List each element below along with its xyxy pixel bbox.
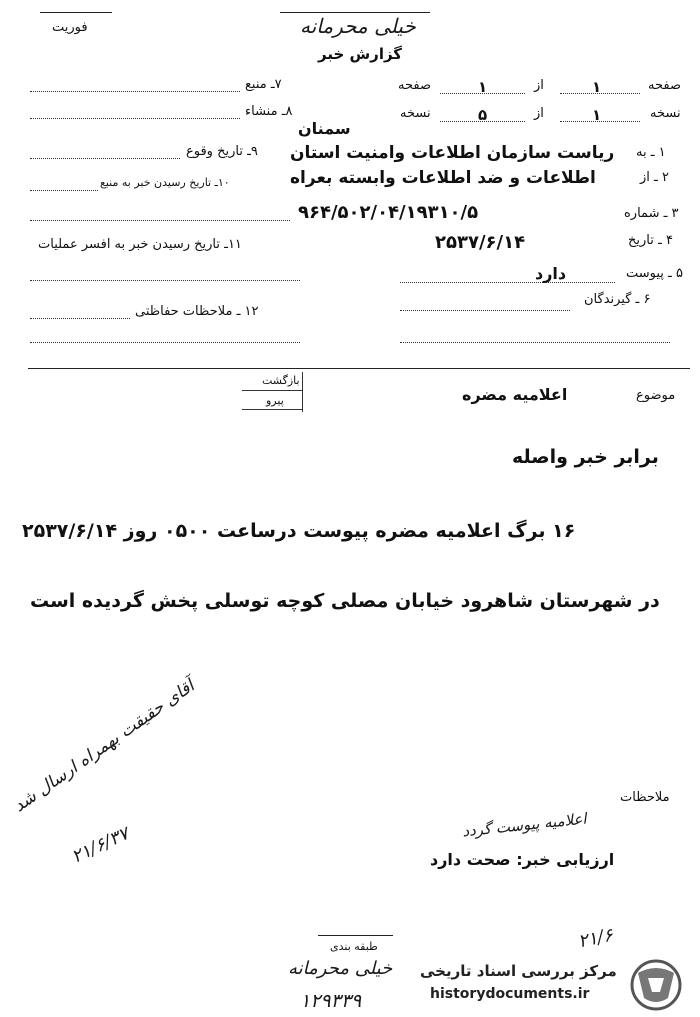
to-value: ریاست سازمان اطلاعات وامنیت استان xyxy=(290,143,615,163)
subject-label: موضوع xyxy=(636,388,676,403)
occurrence-date-line xyxy=(30,158,180,159)
from-label: ۲ ـ از xyxy=(640,170,669,185)
number-label: ۳ ـ شماره xyxy=(624,206,679,221)
protective-notes-label: ۱۲ ـ ملاحظات حفاظتی xyxy=(135,304,259,319)
copy-word2: نسخه xyxy=(400,106,431,121)
page-of: از xyxy=(534,78,544,93)
watermark-logo-icon xyxy=(618,958,688,1012)
left-handwriting: آقای حقیقت بهمراه ارسال شد xyxy=(10,676,199,817)
return-vrule xyxy=(302,372,303,412)
source-receipt-line xyxy=(30,190,98,191)
number-value: ۹۶۴/۵۰۲/۰۴/۱۹۳۱۰/۵ xyxy=(298,202,479,223)
notes-label: ملاحظات xyxy=(620,790,670,805)
attachment-value: دارد xyxy=(535,264,567,283)
return-rule xyxy=(242,390,302,391)
subject-value: اعلامیه مضره xyxy=(462,385,568,404)
classification-footer-handwritten: خیلی محرمانه xyxy=(288,958,393,979)
from-value: اطلاعات و ضد اطلاعات وابسته بعراه xyxy=(290,168,596,188)
body-line-1: برابر خبر واصله xyxy=(512,446,659,468)
copy-value: ۱ xyxy=(592,106,602,124)
copy-of: از xyxy=(534,106,544,121)
classification-footer-rule xyxy=(318,935,393,936)
classification-footer-label: طبقه بندی xyxy=(330,940,378,953)
page-total: ۱ xyxy=(478,78,488,96)
to-city: سمنان xyxy=(298,119,351,138)
source-receipt-label: ۱۰ـ تاریخ رسیدن خبر به منبع xyxy=(100,176,230,189)
watermark-line2: historydocuments.ir xyxy=(430,986,590,1002)
date-label: ۴ ـ تاریخ xyxy=(628,233,673,248)
section-divider xyxy=(28,368,690,369)
form-title: گزارش خبر xyxy=(318,45,403,63)
occurrence-date-label: ۹ـ تاریخ وقوع xyxy=(186,144,258,159)
copy-total: ۵ xyxy=(478,106,488,124)
officer-receipt-label: ۱۱ـ تاریخ رسیدن خبر به افسر عملیات xyxy=(38,237,242,252)
signature-date: ۲۱/۶ xyxy=(576,924,615,953)
return-label: بازگشت xyxy=(262,374,300,387)
attachment-label: ۵ ـ پیوست xyxy=(626,266,683,281)
source-line xyxy=(30,91,240,92)
classification-rule xyxy=(280,12,430,13)
follow-label: پیرو xyxy=(266,394,284,407)
date-value: ۲۵۳۷/۶/۱۴ xyxy=(435,232,526,253)
officer-receipt-line xyxy=(30,280,300,281)
source-label: ۷ـ منبع xyxy=(245,77,282,92)
protective-notes-line-2 xyxy=(30,342,300,343)
protective-notes-line xyxy=(30,318,130,319)
attachment-line xyxy=(400,282,615,283)
blank-line-1 xyxy=(30,220,290,221)
evaluation: ارزیابی خبر: صحت دارد xyxy=(430,850,615,869)
recipients-label: ۶ ـ گیرندگان xyxy=(584,292,651,307)
urgency-label: فوریت xyxy=(52,20,88,35)
origin-line xyxy=(30,118,240,119)
to-label: ۱ ـ به xyxy=(636,145,666,160)
watermark-line1: مرکز بررسی اسناد تاریخی xyxy=(420,962,617,980)
body-line-2: ۱۶ برگ اعلامیه مضره پیوست درساعت ۰۵۰۰ روز ۲۵۳۷/۶/۱۴ xyxy=(22,520,576,542)
notes-handwritten: اعلامیه پیوست گردد xyxy=(461,809,588,841)
page-label: صفحه xyxy=(648,78,681,93)
classification-handwritten: خیلی محرمانه xyxy=(300,14,416,38)
urgency-rule xyxy=(40,12,112,13)
origin-label: ۸ـ منشاء xyxy=(245,104,293,119)
follow-rule xyxy=(242,409,302,410)
archive-number: ۱۲۹۳۳۹ xyxy=(300,990,362,1012)
recipients-line xyxy=(400,310,570,311)
page-word2: صفحه xyxy=(398,78,431,93)
recipients-line-2 xyxy=(400,342,670,343)
copy-label: نسخه xyxy=(650,106,681,121)
page-value: ۱ xyxy=(592,78,602,96)
left-hand-date: ۲۱/۶/۳۷ xyxy=(68,823,133,868)
body-line-3: در شهرستان شاهرود خیابان مصلی کوچه توسلی پخش گردیده است xyxy=(30,590,660,612)
